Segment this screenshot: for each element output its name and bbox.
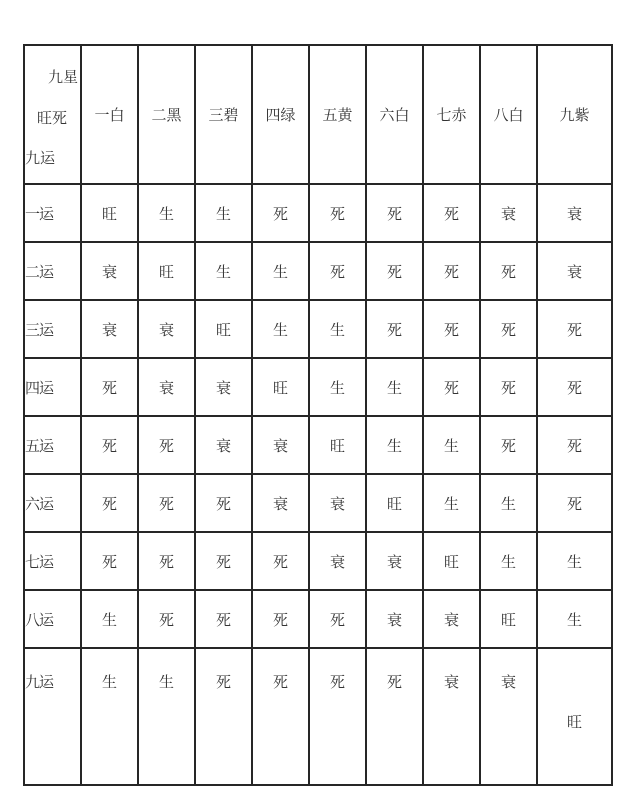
row-label: 一运: [24, 184, 81, 242]
table-cell: 死: [138, 532, 195, 590]
header-star-5: 五黄: [309, 45, 366, 184]
table-cell: 死: [309, 184, 366, 242]
table-cell: 死: [537, 416, 612, 474]
table-cell: 死: [366, 648, 423, 785]
table-cell: 死: [423, 300, 480, 358]
table-cell: 死: [81, 416, 138, 474]
table-cell: 生: [309, 358, 366, 416]
row-label: 八运: [24, 590, 81, 648]
header-star-9: 九紫: [537, 45, 612, 184]
table-cell: 旺: [81, 184, 138, 242]
table-cell: 衰: [537, 184, 612, 242]
table-cell: 衰: [252, 416, 309, 474]
table-cell: 死: [252, 532, 309, 590]
table-row: [24, 474, 612, 532]
table-cell: 生: [537, 590, 612, 648]
table-cell: 生: [81, 590, 138, 648]
table-cell: 死: [537, 358, 612, 416]
table-cell: 死: [81, 474, 138, 532]
table-cell: 死: [195, 474, 252, 532]
table-cell: 生: [537, 532, 612, 590]
table-cell: 旺: [309, 416, 366, 474]
table-cell: 生: [138, 184, 195, 242]
table-cell: 死: [195, 590, 252, 648]
table-cell: 死: [309, 648, 366, 785]
table-cell: 衰: [423, 590, 480, 648]
corner-status-label: 旺死: [37, 109, 68, 127]
table-cell: 生: [138, 648, 195, 785]
table-cell: 衰: [480, 648, 537, 785]
table-cell: 生: [309, 300, 366, 358]
table-row: [24, 242, 612, 300]
table-cell: 旺: [423, 532, 480, 590]
header-star-2: 二黑: [138, 45, 195, 184]
header-star-6: 六白: [366, 45, 423, 184]
row-label: 三运: [24, 300, 81, 358]
table-cell: 旺: [195, 300, 252, 358]
table-cell: 衰: [366, 532, 423, 590]
table-cell: 生: [480, 474, 537, 532]
header-star-8: 八白: [480, 45, 537, 184]
table-cell: 衰: [309, 532, 366, 590]
table-cell: 衰: [537, 242, 612, 300]
table-cell: 旺: [138, 242, 195, 300]
row-label: 二运: [24, 242, 81, 300]
table-cell: 衰: [138, 300, 195, 358]
table-cell: 死: [480, 300, 537, 358]
table-cell: 死: [138, 416, 195, 474]
table-cell: 死: [81, 358, 138, 416]
table-cell: 衰: [138, 358, 195, 416]
table-cell: 生: [366, 416, 423, 474]
table-row: [24, 590, 612, 648]
table-cell: 死: [195, 532, 252, 590]
row-label: 七运: [24, 532, 81, 590]
table-cell: 旺: [366, 474, 423, 532]
table-row: [24, 300, 612, 358]
row-label: 四运: [24, 358, 81, 416]
table-cell: 旺: [537, 648, 612, 785]
header-star-4: 四绿: [252, 45, 309, 184]
header-star-7: 七赤: [423, 45, 480, 184]
table-cell: 衰: [195, 358, 252, 416]
table-cell: 死: [537, 474, 612, 532]
table-cell: 生: [195, 242, 252, 300]
table-cell: 死: [309, 590, 366, 648]
table-cell: 衰: [309, 474, 366, 532]
table-cell: 死: [252, 648, 309, 785]
table-cell: 死: [81, 532, 138, 590]
table-cell: 死: [366, 184, 423, 242]
table-cell: 旺: [252, 358, 309, 416]
table-cell: 死: [480, 358, 537, 416]
table-cell: 死: [537, 300, 612, 358]
table-cell: 死: [138, 590, 195, 648]
table-cell: 衰: [195, 416, 252, 474]
table-cell: 生: [81, 648, 138, 785]
nine-star-status-table: [23, 44, 613, 786]
row-label: 五运: [24, 416, 81, 474]
table-cell: 生: [252, 300, 309, 358]
table-row: [24, 358, 612, 416]
table-cell: 生: [423, 416, 480, 474]
table-cell: 死: [366, 300, 423, 358]
table-row: [24, 648, 612, 785]
row-label: 六运: [24, 474, 81, 532]
table-cell: 生: [252, 242, 309, 300]
corner-header-cell: [24, 45, 81, 184]
header-row: [24, 45, 612, 184]
table-cell: 死: [423, 358, 480, 416]
table-cell: 死: [423, 242, 480, 300]
header-star-1: 一白: [81, 45, 138, 184]
table-cell: 衰: [81, 242, 138, 300]
table-cell: 死: [195, 648, 252, 785]
table-cell: 生: [366, 358, 423, 416]
table-row: [24, 416, 612, 474]
table-cell: 死: [252, 590, 309, 648]
table-cell: 生: [423, 474, 480, 532]
table-cell: 死: [480, 242, 537, 300]
table-cell: 衰: [480, 184, 537, 242]
corner-star-label: 九星: [47, 68, 78, 86]
table-cell: 衰: [81, 300, 138, 358]
table-cell: 衰: [423, 648, 480, 785]
table-row: [24, 184, 612, 242]
table-cell: 死: [480, 416, 537, 474]
corner-period-label: 九运: [25, 149, 56, 167]
row-label: 九运: [24, 648, 81, 785]
table-cell: 旺: [480, 590, 537, 648]
table-cell: 衰: [252, 474, 309, 532]
table-cell: 衰: [366, 590, 423, 648]
table-cell: 生: [195, 184, 252, 242]
table-cell: 死: [138, 474, 195, 532]
table-cell: 死: [309, 242, 366, 300]
table-cell: 死: [252, 184, 309, 242]
header-star-3: 三碧: [195, 45, 252, 184]
table-cell: 生: [480, 532, 537, 590]
table-row: [24, 532, 612, 590]
table-cell: 死: [423, 184, 480, 242]
table-cell: 死: [366, 242, 423, 300]
